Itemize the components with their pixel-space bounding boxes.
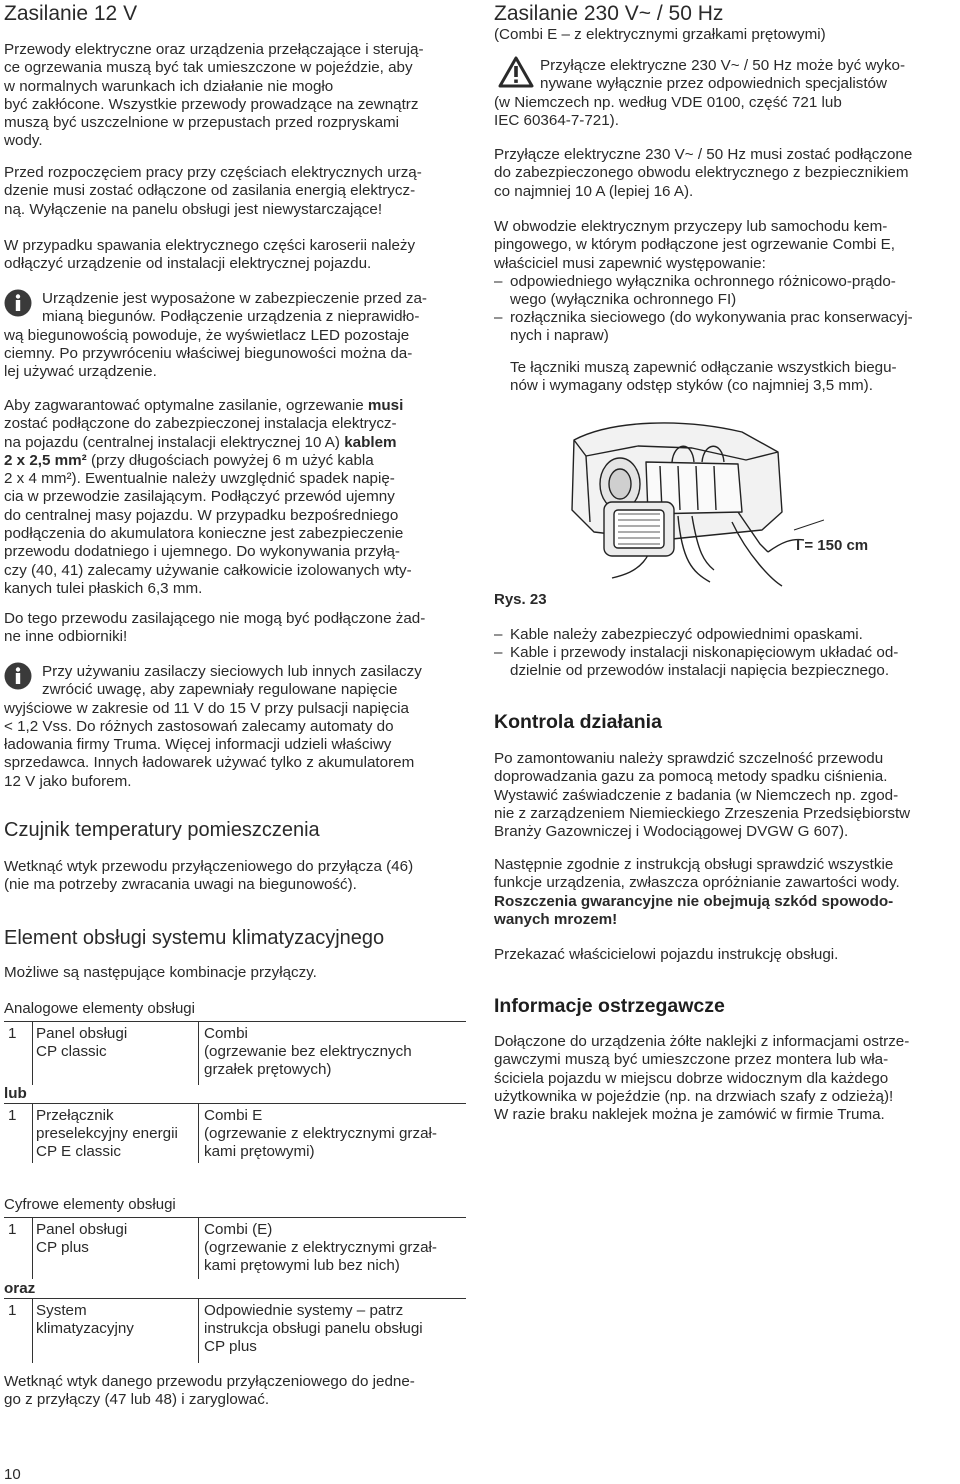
heading-zasilanie-230v: Zasilanie 230 V~ / 50 Hz <box>494 2 724 25</box>
table-cell: Panel obsługi CP classic <box>36 1025 128 1060</box>
heading-analog: Analogowe elementy obsługi <box>4 1000 195 1017</box>
analog-table <box>4 1021 466 1163</box>
heading-element-obslugi: Element obsługi systemu klimatyzacyjnego <box>4 927 385 949</box>
table-cell: Przełącznik preselekcyjny energii CP E classic <box>36 1107 178 1160</box>
paragraph-disconnect: Przed rozpoczęciem pracy przy częściach elektrycznych urzą- dzenie musi zostać odłączone od zasilania energią elektrycz- ną. Wyłączenie na panelu obsługi jest niewystarczające! <box>4 164 422 218</box>
cable-list <box>494 626 954 682</box>
table-rule <box>4 1103 466 1104</box>
paragraph-combinations: Możliwe są następujące kombinacje przyłączy. <box>4 964 317 981</box>
table-cell: Combi (E) (ogrzewanie z elektrycznymi grzał- kami prętowymi lub bez nich) <box>204 1221 437 1274</box>
table-rule <box>198 1103 199 1163</box>
warning-specialists: Przyłącze elektryczne 230 V~ / 50 Hz może być wyko- nywane wyłącznie przez odpowiednich specjalistów (w Niemczech np. według VDE 0100, część 721 lub IEC 60364-7-721). <box>494 57 906 129</box>
info-polarity: Urządzenie jest wyposażone w zabezpieczenie przed za- mianą biegunów. Podłączenie urządzenia z nieprawidło- wą biegunowością powoduje, że wyświetlacz LED pozostaje ciemny. Po przywróceniu właściwej biegunowości można da- lej używać urządzenie. <box>4 290 427 381</box>
heading-zasilanie-12v: Zasilanie 12 V <box>4 2 138 25</box>
table-cell: 1 <box>8 1107 17 1124</box>
subheading-combi-e: (Combi E – z elektrycznymi grzałkami prętowymi) <box>494 26 826 43</box>
table-separator-label: oraz <box>4 1280 36 1297</box>
table-rule <box>4 1298 466 1299</box>
table-rule <box>32 1103 33 1163</box>
paragraph-welding: W przypadku spawania elektrycznego części karoserii należy odłączyć urządzenie od instalacji elektrycznej pojazdu. <box>4 237 416 273</box>
table-cell: 1 <box>8 1302 17 1319</box>
heading-digital: Cyfrowe elementy obsługi <box>4 1196 176 1213</box>
list-item: – Kable i przewody instalacji niskonapięciowym układać od- dzielnie od przewodów instalacji napięcia bezpiecznego. <box>494 644 899 680</box>
paragraph-sensor: Wetknąć wtyk przewodu przyłączeniowego do przyłącza (46) (nie ma potrzeby zwracania uwagi na biegunowość). <box>4 858 414 894</box>
paragraph-circuit: W obwodzie elektrycznym przyczepy lub samochodu kem- pingowego, w którym podłączone jest ogrzewanie Combi E, właściciel musi zapewnić występowanie: <box>494 218 895 272</box>
table-separator-label: lub <box>4 1085 27 1102</box>
paragraph-gas-test: Po zamontowaniu należy sprawdzić szczelność przewodu doprowadzania gazu za pomocą metody spadku ciśnienia. Wystawić zaświadczenie z badania (w Niemczech np. zgod- nie z zarządzeniem Niemieckiego Zrzeszenia Przedsiębiorstw Branży Gazowniczej i Wodociągowej DVGW G 607). <box>494 750 911 841</box>
digital-table <box>4 1217 466 1363</box>
table-rule <box>198 1217 199 1279</box>
table-rule <box>32 1217 33 1279</box>
table-cell: 1 <box>8 1025 17 1042</box>
table-rule <box>4 1217 466 1218</box>
heater-illustration <box>542 412 824 588</box>
list-item: – odpowiedniego wyłącznika ochronnego różnicowo-prądo- wego (wyłącznika ochronnego FI) <box>494 273 896 309</box>
table-rule <box>198 1298 199 1363</box>
table-rule <box>4 1021 466 1022</box>
figure-dimension-label: l = 150 cm <box>796 537 869 554</box>
table-cell: Odpowiednie systemy – patrz instrukcja obsługi panelu obsługi CP plus <box>204 1302 423 1355</box>
paragraph-wiring: Przewody elektryczne oraz urządzenia przełączające i sterują- ce ogrzewania muszą być tak umieszczone w pojeździe, aby w normalnych warunkach ich działanie nie mogło być zakłócone. Wszystkie przewody prowadzące na zewnątrz muszą być uszczelnione w przepustach przed rozpryskami wody. <box>4 41 424 150</box>
list-item: – Kable należy zabezpieczyć odpowiednimi opaskami. <box>494 626 863 643</box>
table-cell: Combi E (ogrzewanie z elektrycznymi grzał- kami prętowymi) <box>204 1107 437 1160</box>
page-number: 10 <box>4 1466 21 1483</box>
heading-kontrola: Kontrola działania <box>494 711 662 733</box>
table-cell: Panel obsługi CP plus <box>36 1221 128 1256</box>
table-rule <box>32 1021 33 1085</box>
info-power-adapters: Przy używaniu zasilaczy sieciowych lub innych zasilaczy zwrócić uwagę, aby zapewniały regulowane napięcie wyjściowe w zakresie od 11 V do 15 V przy pulsacji napięcia < 1,2 Vss. Do różnych zastosowań zalecamy automaty do ładowania firmy Truma. Więcej informacji udzieli właściwy sprzedawca. Innych ładowarek używać tylko z akumulatorem 12 V jako buforem. <box>4 663 422 790</box>
figure-caption: Rys. 23 <box>494 591 547 608</box>
paragraph-stickers: Dołączone do urządzenia żółte naklejki z informacjami ostrze- gawczymi muszą być umieszczone przez montera lub wła- ściciela pojazdu w miejscu dobrze widocznym dla każdego użytkownika w pojeździe (np. na drzwiach szafy z odzieżą)! W razie braku naklejek można je zamówić w firmie Truma. <box>494 1033 910 1124</box>
paragraph-no-other-loads: Do tego przewodu zasilającego nie mogą być podłączone żad- ne inne odbiorniki! <box>4 610 426 646</box>
paragraph-plug-connect: Wetknąć wtyk danego przewodu przyłączeniowego do jedne- go z przyłączy (47 lub 48) i zaryglować. <box>4 1373 415 1409</box>
paragraph-power-supply: Aby zagwarantować optymalne zasilanie, ogrzewanie musi zostać podłączone do zabezpieczonej instalacja elektrycz- na pojazdu (centralnej instalacji elektrycznej 10 A) kablem 2 x 2,5 mm² (przy długościach powyżej 6 m użyć kabla 2 x 4 mm²). Ewentualnie należy uwzględnić spadek napię- cia w przewodzie zasilającym. Podłączyć przewód ujemny do centralnej masy pojazdu. W przypadku bezpośredniego podłączenia do akumulatora konieczne jest zabezpieczenie przewodu dodatniego i ujemnego. Do wykonywania przyłą- czy (40, 41) zalecamy używanie całkowicie izolowanych wty- kanych tulei płaskich 6,3 mm. <box>4 397 412 597</box>
list-item: – rozłącznika sieciowego (do wykonywania prac konserwacyj- nych i napraw) <box>494 309 913 345</box>
paragraph-handover: Przekazać właścicielowi pojazdu instrukcję obsługi. <box>494 946 839 963</box>
heading-informacje: Informacje ostrzegawcze <box>494 995 725 1017</box>
table-cell: System klimatyzacyjny <box>36 1302 134 1337</box>
paragraph-function-check: Następnie zgodnie z instrukcją obsługi sprawdzić wszystkie funkcje urządzenia, zwłaszcza opróżnianie zawartości wody. Roszczenia gwarancyjne nie obejmują szkód spowodo- wanych mrozem! <box>494 856 900 928</box>
requirements-list <box>494 273 954 347</box>
table-cell: 1 <box>8 1221 17 1238</box>
table-rule <box>32 1298 33 1363</box>
heading-czujnik: Czujnik temperatury pomieszczenia <box>4 819 320 841</box>
paragraph-contacts: Te łączniki muszą zapewnić odłączanie wszystkich biegu- nów i wymagany odstęp styków (co najmniej 3,5 mm). <box>510 359 897 395</box>
paragraph-230-fuse: Przyłącze elektryczne 230 V~ / 50 Hz musi zostać podłączone do zabezpieczonego obwodu elektrycznego z bezpiecznikiem co najmniej 10 A (lepiej 16 A). <box>494 146 913 200</box>
table-cell: Combi (ogrzewanie bez elektrycznych grzałek prętowych) <box>204 1025 412 1078</box>
table-rule <box>198 1021 199 1085</box>
